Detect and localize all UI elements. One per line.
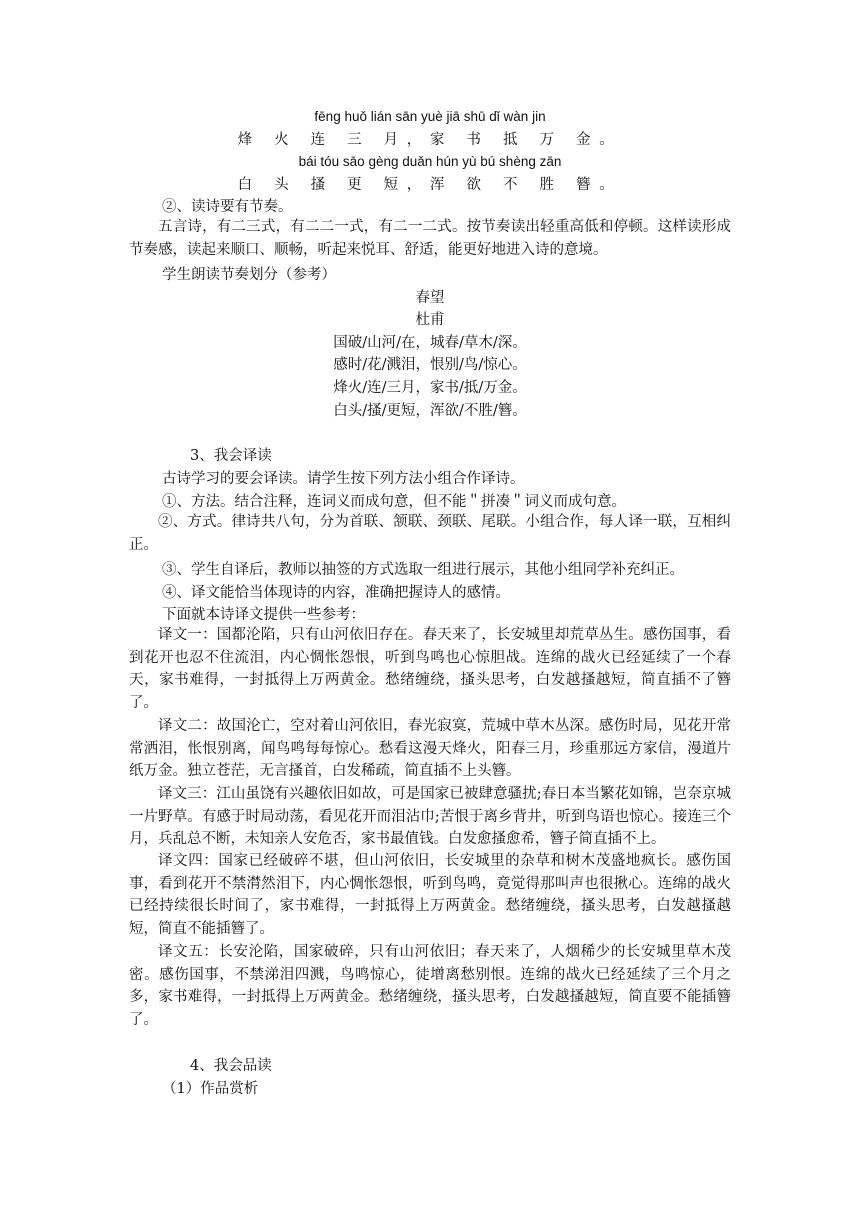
method-item: ①、方法。结合注释，连词义而成句意，但不能＂拼凑＂词义而成句意。	[162, 494, 626, 510]
translation-ref-intro: 下面就本诗译文提供一些参考：	[162, 607, 365, 623]
pinyin-line-2: bái tóu sāo gèng duǎn hún yù bú shèng zān	[298, 154, 562, 169]
section3-heading: 3、我会译读	[190, 448, 272, 464]
poem-title: 春望	[415, 290, 445, 306]
poem-line: 白头/搔/更短，浑欲/不胜/簪。	[333, 403, 527, 419]
poem-line-spaced-1: 烽 火 连 三 月，家 书 抵 万 金。	[237, 132, 623, 148]
poem-author: 杜甫	[415, 312, 445, 328]
poem-line: 国破/山河/在，城春/草木/深。	[333, 335, 527, 351]
method-item: ③、学生自译后，教师以抽签的方式选取一组进行展示，其他小组同学补充纠正。	[162, 562, 684, 578]
section2-heading: ②、读诗要有节奏。	[162, 199, 293, 215]
translation-paragraph: 译文四：国家已经破碎不堪，但山河依旧，长安城里的杂草和树木茂盛地疯长。感伤国事，看到花开不禁潸然泪下，内心惆怅怨恨，听到鸟鸣，竟觉得那叫声也很揪心。连绵的战火已经持续很长时间了，家书难得，一封抵得上万两黄金。愁绪缠绕，搔头思考，白发越搔越短，简直不能插簪了。	[129, 853, 731, 938]
method-item: ④、译文能恰当体现诗的内容，准确把握诗人的感情。	[162, 585, 510, 601]
translation-paragraph: 译文五：长安沦陷，国家破碎，只有山河依旧；春天来了，人烟稀少的长安城里草木茂密。感伤国事，不禁涕泪四溅，鸟鸣惊心，徒增离愁别恨。连绵的战火已经延续了三个月之多，家书难得，一封抵得上万两黄金。愁绪缠绕，搔头思考，白发越搔越短，简直要不能插簪了。	[129, 944, 731, 1029]
poem-line: 烽火/连/三月，家书/抵/万金。	[333, 380, 527, 396]
section4-heading: 4、我会品读	[190, 1058, 272, 1074]
poem-line: 感时/花/溅泪，恨别/鸟/惊心。	[333, 357, 527, 373]
translation-paragraph: 译文二：故国沦亡，空对着山河依旧，春光寂寞，荒城中草木丛深。感伤时局，见花开常常洒泪，怅恨别离，闻鸟鸣每每惊心。愁看这漫天烽火，阳春三月，珍重那远方家信，漫道片纸万金。独立苍茫，无言搔首，白发稀疏，简直插不上头簪。	[129, 718, 731, 780]
pinyin-line-1: fēng huǒ lián sān yuè jiā shū dǐ wàn jin	[314, 109, 546, 124]
section2-description: 五言诗，有二三式，有二二一式，有二一二式。按节奏读出轻重高低和停顿。这样读形成节奏感，读起来顺口、顺畅，听起来悦耳、舒适，能更好地进入诗的意境。	[129, 219, 731, 258]
method-item: ②、方式。律诗共八句，分为首联、颔联、颈联、尾联。小组合作，每人译一联，互相纠正。	[129, 514, 731, 553]
rhythm-reference-label: 学生朗读节奏划分（参考）	[162, 267, 336, 283]
poem-line-spaced-2: 白 头 搔 更 短，浑 欲 不 胜 簪。	[237, 177, 623, 193]
translation-paragraph: 译文三：江山虽饶有兴趣依旧如故，可是国家已被肆意骚扰;春日本当繁花如锦，岂奈京城一片野草。有感于时局动荡，看见花开而泪沾巾;苦恨于离乡背井，听到鸟语也惊心。接连三个月，兵乱总不断，未知亲人安危否，家书最值钱。白发愈搔愈希，簪子简直插不上。	[129, 786, 731, 848]
section4-subheading: （1）作品赏析	[162, 1081, 259, 1097]
section3-intro: 古诗学习的要会译读。请学生按下列方法小组合作译诗。	[162, 471, 525, 487]
translation-paragraph: 译文一：国都沦陷，只有山河依旧存在。春天来了，长安城里却荒草丛生。感伤国事，看到花开也忍不住流泪，内心惆怅怨恨，听到鸟鸣也心惊胆战。连绵的战火已经延续了一个春天，家书难得，一封抵得上万两黄金。愁绪缠绕，搔头思考，白发越搔越短，简直插不了簪了。	[129, 627, 731, 712]
